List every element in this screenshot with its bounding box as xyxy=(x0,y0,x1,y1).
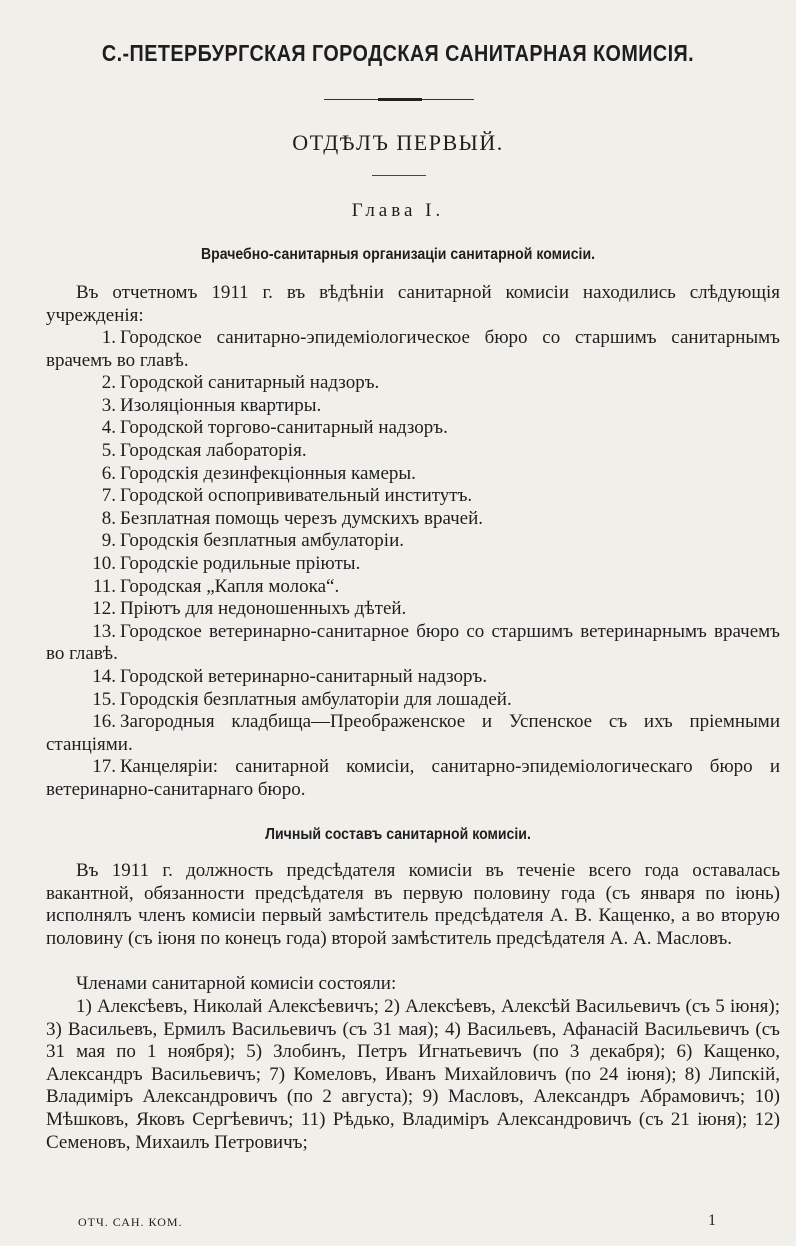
list-item-number: 13. xyxy=(92,620,116,642)
list-item-number: 10. xyxy=(92,552,116,574)
list-item-number: 15. xyxy=(92,688,116,710)
list-item xyxy=(46,666,780,689)
list-item xyxy=(46,417,780,440)
list-item xyxy=(46,372,780,395)
chairman-text: Въ 1911 г. должность предсѣдателя комисіи въ теченіе всего года оставалась вакантной, обязанности предсѣдателя въ первую половину года (съ января по іюнь) исполнялъ членъ комисіи первый замѣститель предсѣдателя А. В. Кащенко, а во вторую половину (съ іюня по конецъ года) второй замѣститель предсѣдателя А. А. Масловъ. xyxy=(46,860,780,949)
page-number: 1 xyxy=(708,1212,716,1229)
list-item-number: 12. xyxy=(92,598,116,620)
list-item-text: Городской санитарный надзоръ. xyxy=(120,372,380,394)
list-item xyxy=(46,530,780,553)
chapter-subtitle: Врачебно-санитарныя организаціи санитарной комисіи. xyxy=(200,246,596,263)
footer-signature: ОТЧ. САН. КОМ. xyxy=(78,1215,183,1229)
chapter-heading: Глава I. xyxy=(351,200,445,221)
members-paragraph xyxy=(46,996,780,1154)
list-item xyxy=(46,508,780,531)
members-intro xyxy=(46,973,780,996)
list-item xyxy=(46,576,780,599)
list-item-text: Безплатная помощь черезъ думскихъ врачей. xyxy=(120,507,484,529)
section2-heading: Личный составъ санитарной комисіи. xyxy=(265,826,531,843)
list-item-text: Городское санитарно-эпидеміологическое бюро со старшимъ санитарнымъ врачемъ во главѣ. xyxy=(46,327,780,371)
list-item-number: 7. xyxy=(101,485,116,507)
chairman-paragraph xyxy=(46,860,780,950)
list-item xyxy=(46,485,780,508)
list-item xyxy=(46,598,780,621)
list-item xyxy=(46,395,780,418)
list-item-text: Городской торгово-санитарный надзоръ. xyxy=(120,417,448,439)
list-item-number: 2. xyxy=(101,372,116,394)
list-item-number: 17. xyxy=(92,756,116,778)
list-item-text: Загородныя кладбища—Преображенское и Успенское съ ихъ пріемными станціями. xyxy=(46,711,780,755)
intro-paragraph xyxy=(46,282,780,327)
list-item-text: Городской ветеринарно-санитарный надзоръ. xyxy=(120,665,488,687)
list-item-text: Городскіе родильные пріюты. xyxy=(120,552,361,574)
list-item-text: Городскія безплатныя амбулаторіи для лошадей. xyxy=(120,688,512,710)
list-item-number: 5. xyxy=(101,439,116,461)
list-item xyxy=(46,689,780,712)
list-item-number: 3. xyxy=(101,394,116,416)
list-item-text: Городской оспопрививательный институтъ. xyxy=(120,485,473,507)
list-item xyxy=(46,711,780,756)
intro-text: Въ отчетномъ 1911 г. въ вѣдѣніи санитарной комисіи находились слѣдующія учрежденія: xyxy=(46,282,780,326)
page-title: С.-ПЕТЕРБУРГСКАЯ ГОРОДСКАЯ САНИТАРНАЯ КОМИСІЯ. xyxy=(101,40,695,66)
list-item-text: Городскія дезинфекціонныя камеры. xyxy=(120,462,416,484)
list-item xyxy=(46,440,780,463)
list-item-number: 1. xyxy=(101,327,116,348)
list-item-number: 9. xyxy=(101,530,116,552)
list-item-number: 6. xyxy=(101,462,116,484)
list-item-text: Городское ветеринарно-санитарное бюро со старшимъ ветеринарнымъ врачемъ во главѣ. xyxy=(46,620,780,665)
list-item-text: Пріютъ для недоношенныхъ дѣтей. xyxy=(120,598,407,620)
list-item-number: 11. xyxy=(92,575,116,597)
members-text: 1) Алексѣевъ, Николай Алексѣевичъ; 2) Алексѣевъ, Алексѣй Васильевичъ (съ 5 іюня); 3) Васильевъ, Ермилъ Васильевичъ (съ 31 мая); 4) Васильевъ, Афанасій Васильевичъ (съ 31 мая по 1 ноября); 5) Злобинъ, Петръ Игнатьевичъ (по 3 декабря); 6) Кащенко, Александръ Васильевичъ; 7) Комеловъ, Иванъ Михайловичъ (по 24 іюня); 8) Липскій, Владиміръ Александровичъ (по 2 августа); 9) Масловъ, Александръ Абрамовичъ; 10) Мѣшковъ, Яковъ Сергѣевичъ; 11) Рѣдько, Владиміръ Александровичъ (съ 21 іюня); 12) Семеновъ, Михаилъ Петровичъ; xyxy=(46,996,780,1153)
list-item xyxy=(46,327,780,372)
list-item xyxy=(46,621,780,666)
list-item-number: 14. xyxy=(92,665,116,687)
list-item-number: 8. xyxy=(101,507,116,529)
list-item-number: 4. xyxy=(101,417,116,439)
list-item xyxy=(46,463,780,486)
list-item-text: Изоляціонныя квартиры. xyxy=(120,394,322,416)
list-item xyxy=(46,756,780,801)
list-item-text: Городская „Капля молока“. xyxy=(120,575,340,597)
title-divider-accent xyxy=(378,98,422,101)
list-item-text: Городская лабораторія. xyxy=(120,439,307,461)
list-item xyxy=(46,553,780,576)
list-item-number: 16. xyxy=(92,711,116,733)
list-item-text: Канцеляріи: санитарной комисіи, санитарно-эпидеміологическаго бюро и ветеринарно-санитарнаго бюро. xyxy=(46,756,780,800)
section-heading: ОТДѢЛЪ ПЕРВЫЙ. xyxy=(292,130,504,155)
members-intro-text: Членами санитарной комисіи состояли: xyxy=(76,973,397,994)
list-item-text: Городскія безплатныя амбулаторіи. xyxy=(120,530,405,552)
section-divider xyxy=(372,175,426,176)
institutions-list xyxy=(46,327,780,801)
